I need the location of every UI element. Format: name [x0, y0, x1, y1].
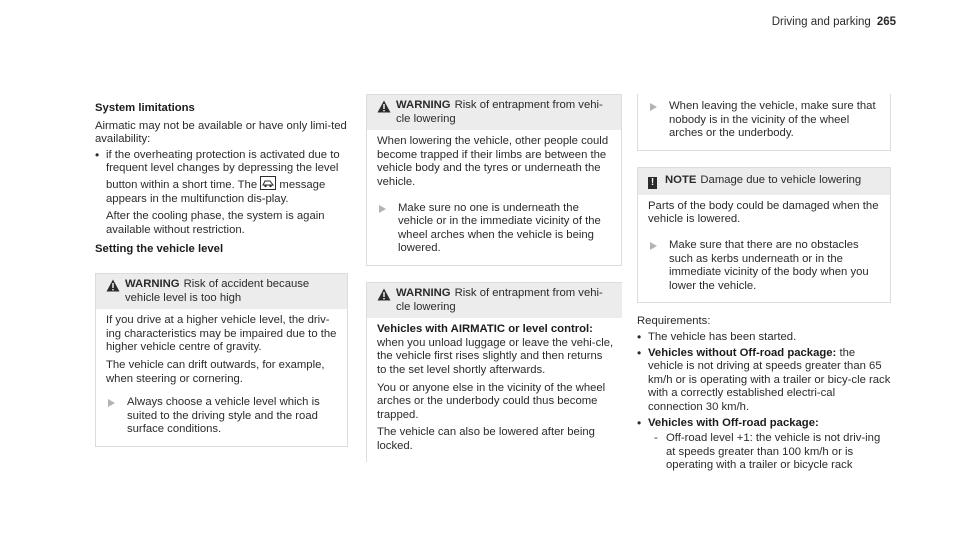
dash-marker: -: [654, 432, 658, 445]
warning-body: [367, 130, 621, 265]
note-header: [638, 168, 890, 195]
sub-requirement-text: Off-road level +1: the vehicle is not driv-ing at speeds greater than 100 km/h or is operating with a trailer or bicycle rack: [666, 432, 881, 472]
warning-paragraph: You or anyone else in the vicinity of the wheel arches or the underbody could thus become trapped.: [377, 381, 606, 421]
instruction-text: Make sure that there are no obstacles such as kerbs underneath or in the immediate vicinity of the body when you lower the vehicle.: [669, 238, 869, 292]
setting-vehicle-level-heading: Setting the vehicle level: [95, 243, 224, 256]
warning-title: Risk of entrapment from vehi-cle lowering: [396, 286, 603, 313]
warning-label: WARNING: [125, 277, 180, 290]
note-paragraph: Parts of the body could be damaged when the vehicle is lowered.: [648, 199, 879, 226]
note-title: Damage due to vehicle lowering: [700, 173, 862, 186]
warning-label: WARNING: [396, 286, 451, 299]
instruction-text: Always choose a vehicle level which is suited to the driving style and the road surface conditions.: [127, 396, 320, 436]
warning-header: [367, 283, 622, 318]
bullet-after-text: After the cooling phase, the system is again available without restriction.: [106, 210, 325, 236]
page-number: 265: [876, 16, 896, 28]
warning-triangle-icon: [377, 288, 391, 301]
arrow-icon: [108, 399, 115, 407]
warning-box-entrapment-2: [366, 282, 622, 463]
warning-paragraph: when you unload luggage or leave the vehi-cle, the vehicle first rises slightly and then returns to the set level shortly afterwards.: [377, 336, 614, 376]
warning-paragraph: When lowering the vehicle, other people could become trapped if their limbs are between the vehicle body and the tyres or underneath the vehicle.: [377, 135, 609, 188]
instruction-step: [106, 396, 339, 437]
warning-header: [96, 274, 347, 309]
instruction-text: When leaving the vehicle, make sure that nobody is in the vicinity of the wheel arches or the underbody.: [669, 100, 876, 140]
warning-label: WARNING: [396, 99, 451, 111]
column-right: [637, 102, 891, 473]
arrow-icon: [650, 242, 657, 250]
vehicle-level-icon: [260, 176, 276, 190]
instruction-step: [377, 202, 613, 256]
warning-paragraph: The vehicle can also be lowered after being locked.: [377, 426, 595, 452]
warning-body: [638, 94, 890, 150]
requirement-bold-lead: Vehicles without Off-road package:: [648, 346, 837, 359]
column-left: [95, 102, 348, 447]
warning-bold-lead: Vehicles with AIRMATIC or level control:: [377, 323, 593, 336]
warning-title: Risk of entrapment from vehi-cle lowering: [396, 99, 603, 125]
note-body: [638, 195, 890, 303]
warning-title: Risk of accident because vehicle level is too high: [125, 277, 310, 304]
arrow-icon: [379, 205, 386, 213]
system-limitations-heading: System limitations: [95, 102, 195, 114]
requirement-text: The vehicle has been started.: [648, 330, 797, 343]
bullet-item: [95, 149, 348, 238]
instruction-step: [648, 239, 882, 293]
warning-triangle-icon: [377, 100, 391, 113]
requirement-bold-lead: Vehicles with Off-road package:: [648, 416, 819, 429]
warning-body: [96, 309, 347, 446]
warning-paragraph: The vehicle can drift outwards, for example, when steering or cornering.: [106, 358, 325, 385]
section-title: Driving and parking: [771, 16, 871, 28]
arrow-icon: [650, 103, 657, 111]
requirement-item: [637, 347, 891, 415]
exclamation-icon: !: [648, 177, 657, 189]
bullet-text-tail: message appears in the multifunction dis-play.: [106, 178, 326, 205]
instruction-text: Make sure no one is underneath the vehicle or in the immediate vicinity of the wheel arches when the vehicle is being lowered.: [398, 201, 601, 255]
warning-box-entrapment-1: [366, 94, 622, 266]
requirement-item: [637, 417, 891, 473]
system-limitations-intro: Airmatic may not be available or have only limi-ted availability:: [95, 119, 347, 146]
warning-body: [367, 318, 622, 462]
requirement-item: [637, 331, 891, 345]
sub-requirement-item: [648, 432, 891, 473]
note-box-lowering: [637, 167, 891, 304]
warning-box-vehicle-level: [95, 273, 348, 447]
instruction-step: [648, 100, 882, 141]
requirement-text: the vehicle is not driving at speeds greater than 65 km/h or is operating with a trailer or bicy-cle rack with a correctly established electri-cal connection 30 km/h.: [648, 346, 891, 413]
warning-header: [367, 95, 621, 130]
warning-triangle-icon: [106, 279, 120, 292]
column-middle: [366, 99, 622, 462]
warning-paragraph: If you drive at a higher vehicle level, the driv-ing characteristics may be impaired due to the higher vehicle centre of gravity.: [106, 314, 337, 354]
warning-continuation: [637, 94, 891, 151]
requirements-heading: Requirements:: [637, 315, 711, 328]
bullet-text: if the overheating protection is activated due to frequent level changes by depressing the level button within a short time. The: [106, 148, 340, 191]
page-header: [772, 16, 896, 30]
note-label: NOTE: [665, 173, 697, 186]
